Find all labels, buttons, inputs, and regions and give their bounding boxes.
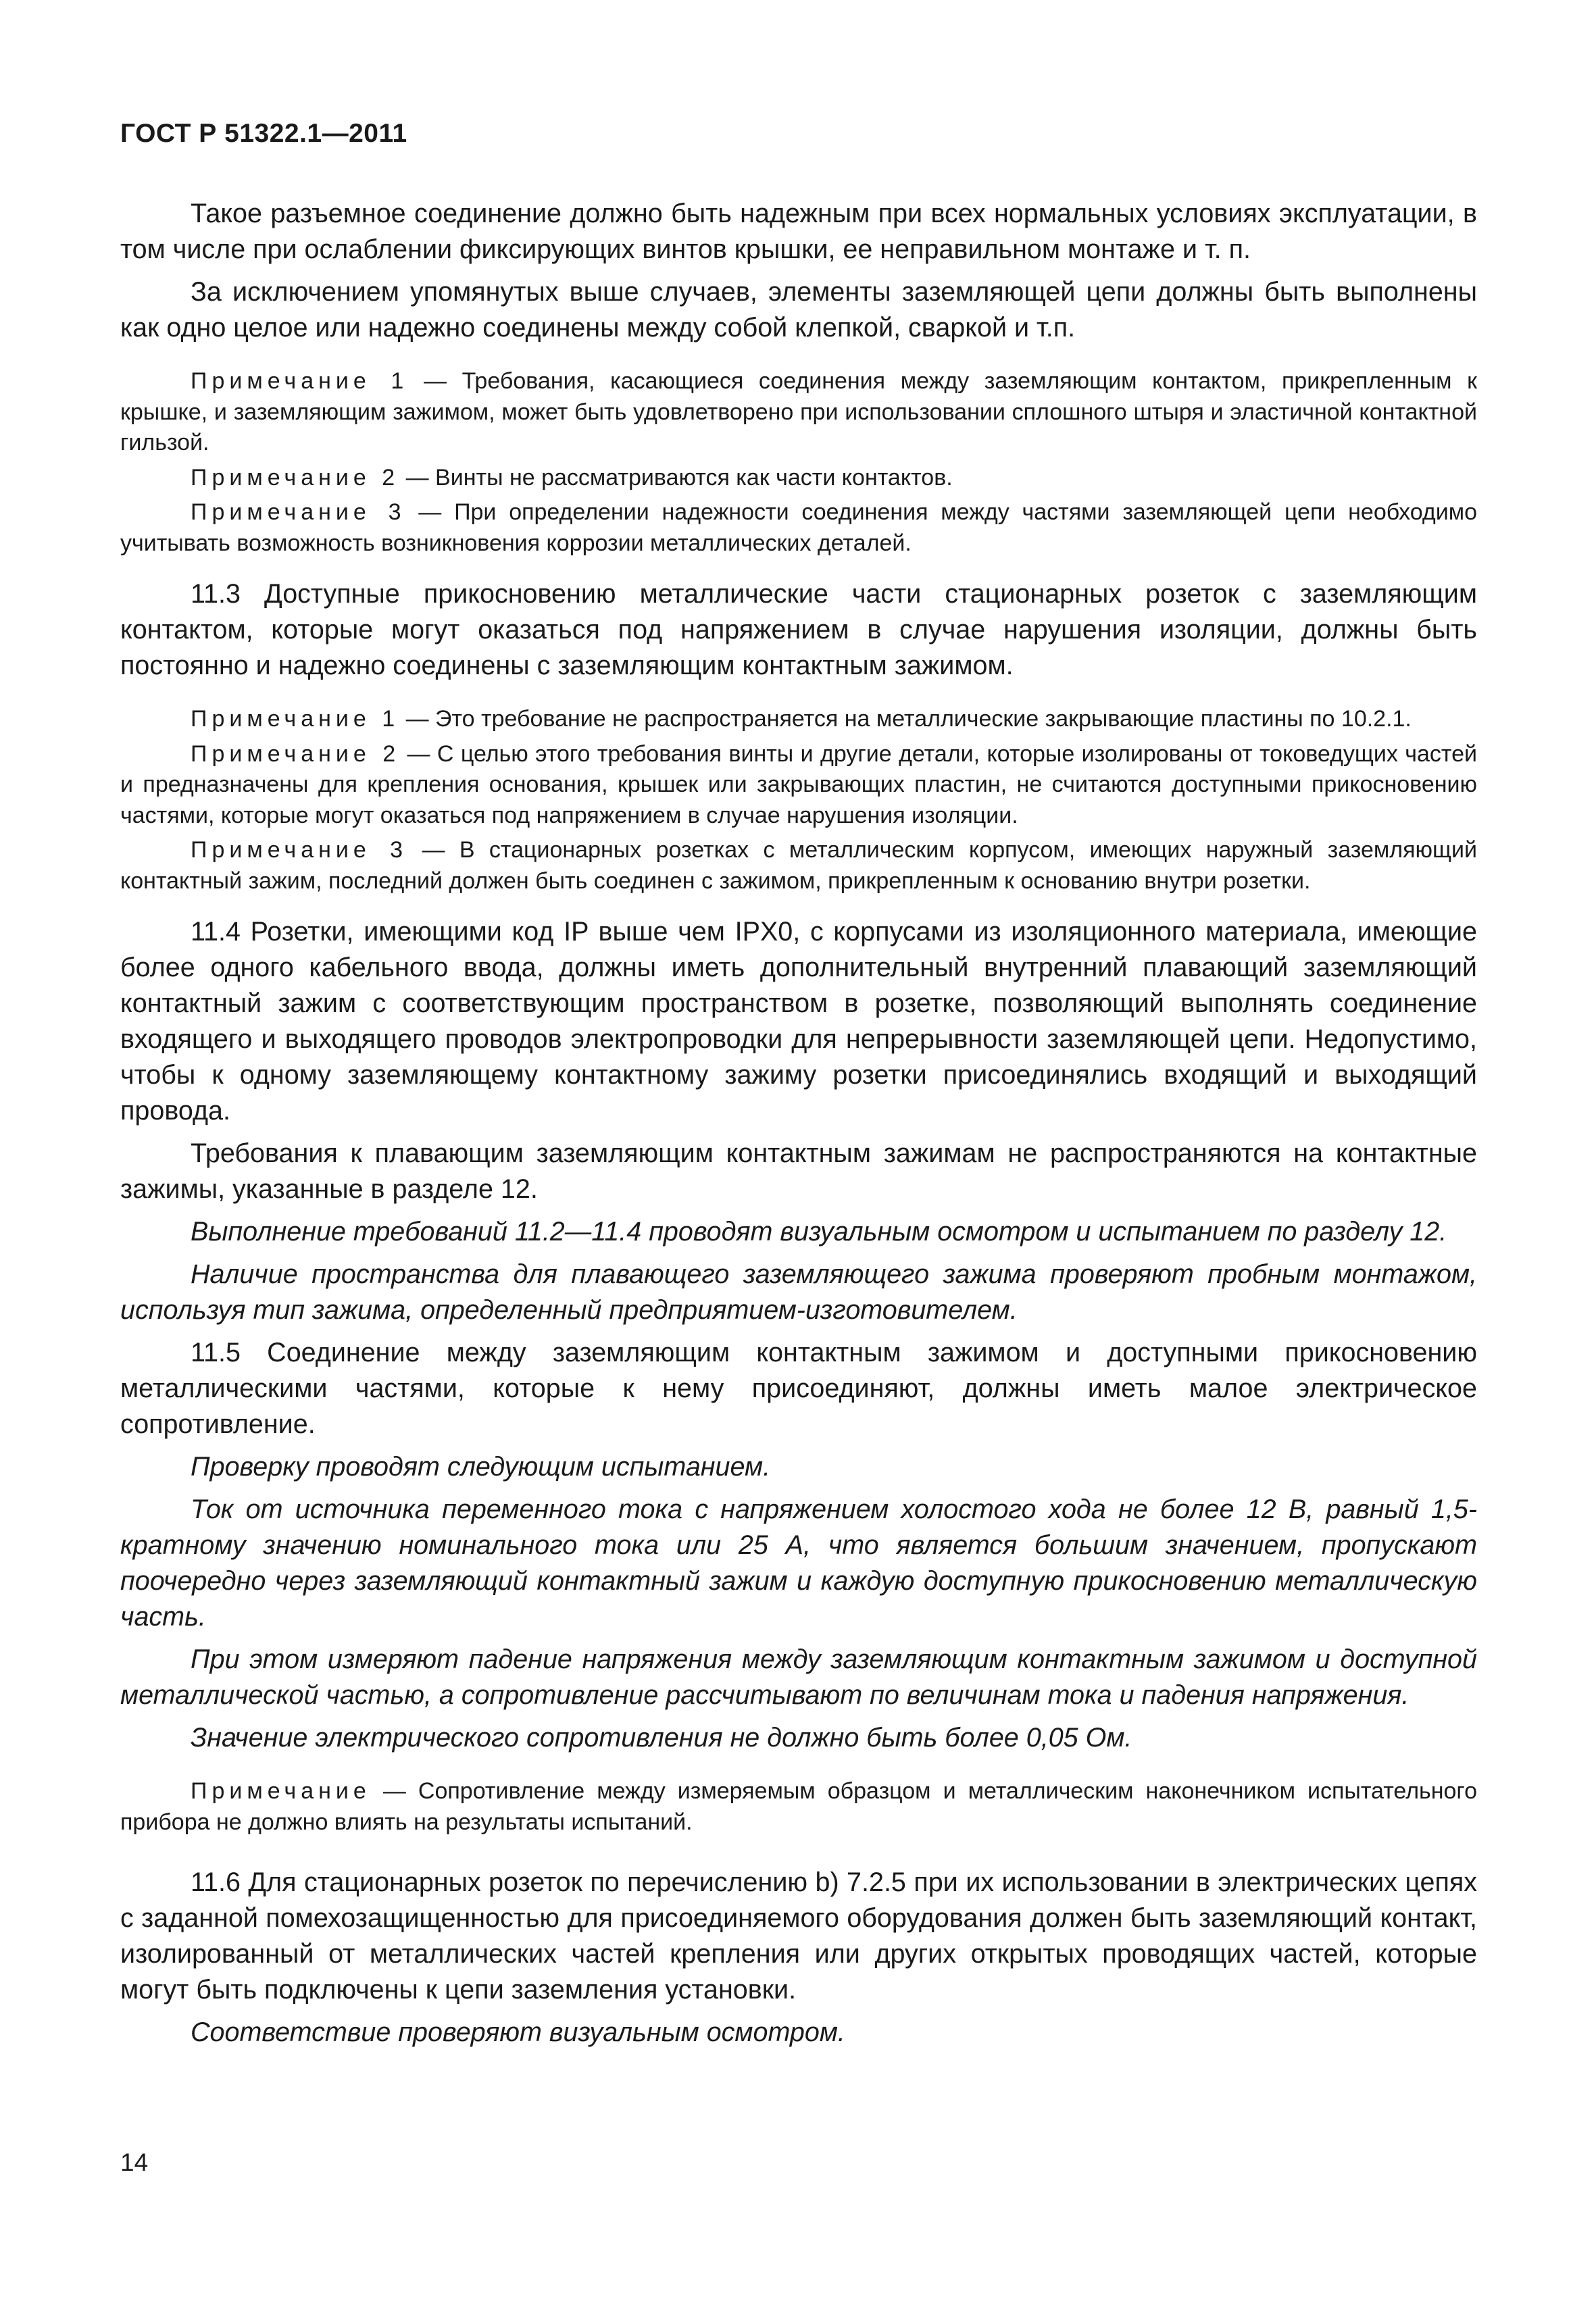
note <box>120 366 1477 459</box>
note-text: — Это требование не распространяется на металлические закрывающие пластины по 10.2.1. <box>399 706 1412 732</box>
italic-paragraph: Ток от источника переменного тока с напряжением холостого хода не более 12 В, равный 1,5-кратному значению номинального тока или 25 А, что является большим значением, пропускают поочередно через заземляющий контактный зажим и каждую доступную прикосновению металлическую часть. <box>120 1494 1477 1632</box>
italic-paragraph: Проверку проводят следующим испытанием. <box>191 1452 771 1482</box>
page-number: 14 <box>120 2148 149 2176</box>
italic-paragraph: Наличие пространства для плавающего заземляющего зажима проверяют пробным монтажом, используя тип зажима, определенный предприятием-изготовителем. <box>120 1259 1477 1325</box>
note-label: Примечание 2 <box>191 464 400 491</box>
document-header: ГОСТ Р 51322.1—2011 <box>120 119 407 148</box>
note-text: — Сопротивление между измеряемым образцом и металлическим наконечником испытательного прибора не должно влиять на результаты испытаний. <box>120 1778 1477 1835</box>
note <box>120 739 1477 832</box>
section-11-5: 11.5 Соединение между заземляющим контактным зажимом и доступными прикосновению металлическими частями, которые к нему присоединяют, должны иметь малое электрическое сопротивление. <box>120 1338 1477 1439</box>
note <box>120 704 1477 735</box>
note-label: Примечание 1 <box>191 368 409 394</box>
section-11-6: 11.6 Для стационарных розеток по перечислению b) 7.2.5 при их использовании в электрических цепях с заданной помехозащищенностью для присоединяемого оборудования должен быть заземляющий контакт, изолированный от металлических частей крепления или других открытых проводящих частей, которые могут быть подключены к цепи заземления установки. <box>120 1867 1477 2005</box>
italic-paragraph: Выполнение требований 11.2—11.4 проводят визуальным осмотром и испытанием по разделу 12. <box>191 1217 1447 1247</box>
note <box>120 1776 1477 1838</box>
note-label: Примечание 2 <box>191 740 401 767</box>
italic-paragraph: Соответствие проверяют визуальным осмотром. <box>191 2017 845 2047</box>
paragraph: За исключением упомянутых выше случаев, элементы заземляющей цепи должны быть выполнены как одно целое или надежно соединены между собой клепкой, сваркой и т.п. <box>120 277 1477 343</box>
note <box>120 463 1477 494</box>
section-11-4: 11.4 Розетки, имеющими код IP выше чем IPX0, с корпусами из изоляционного материала, имеющие более одного кабельного ввода, должны иметь дополнительный внутренний плавающий заземляющий контактный зажим с соответствующим пространством в розетке, позволяющий выполнять соединение входящего и выходящего проводов электропроводки для непрерывности заземляющей цепи. Недопустимо, чтобы к одному заземляющему контактному зажиму розетки присоединялись входящий и выходящий провода. <box>120 917 1477 1126</box>
note-label: Примечание 3 <box>191 837 408 863</box>
paragraph: Такое разъемное соединение должно быть надежным при всех нормальных условиях эксплуатации, в том числе при ослаблении фиксирующих винтов крышки, ее неправильном монтаже и т. п. <box>120 199 1477 264</box>
italic-paragraph: Значение электрического сопротивления не должно быть более 0,05 Ом. <box>191 1723 1132 1753</box>
note-text: — Винты не рассматриваются как части контактов. <box>399 464 953 491</box>
note-text: — Требования, касающиеся соединения между заземляющим контактом, прикрепленным к крышке, и заземляющим зажимом, может быть удовлетворено при использовании сплошного штыря и эластичной контактной гильзой. <box>120 368 1477 455</box>
note <box>120 835 1477 897</box>
document-body <box>120 196 1477 2057</box>
paragraph: Требования к плавающим заземляющим контактным зажимам не распространяются на контактные зажимы, указанные в разделе 12. <box>120 1138 1477 1204</box>
note-label: Примечание <box>191 1778 371 1804</box>
note-label: Примечание 1 <box>191 706 400 732</box>
section-11-3: 11.3 Доступные прикосновению металлические части стационарных розеток с заземляющим контактом, которые могут оказаться под напряжением в случае нарушения изоляции, должны быть постоянно и надежно соединены с заземляющим контактным зажимом. <box>120 579 1477 680</box>
note-text: — С целью этого требования винты и другие детали, которые изолированы от токоведущих частей и предназначены для крепления основания, крышек или закрывающих пластин, не считаются доступными прикосновению частями, которые могут оказаться под напряжением в случае нарушения изоляции. <box>120 740 1477 828</box>
note <box>120 497 1477 559</box>
italic-paragraph: При этом измеряют падение напряжения между заземляющим контактным зажимом и доступной металлической частью, а сопротивление рассчитывают по величинам тока и падения напряжения. <box>120 1644 1477 1710</box>
note-label: Примечание 3 <box>191 499 406 525</box>
note-text: — При определении надежности соединения между частями заземляющей цепи необходимо учитывать возможность возникновения коррозии металлических деталей. <box>120 499 1477 556</box>
note-text: — В стационарных розетках с металлическим корпусом, имеющих наружный заземляющий контактный зажим, последний должен быть соединен с зажимом, прикрепленным к основанию внутри розетки. <box>120 837 1478 894</box>
